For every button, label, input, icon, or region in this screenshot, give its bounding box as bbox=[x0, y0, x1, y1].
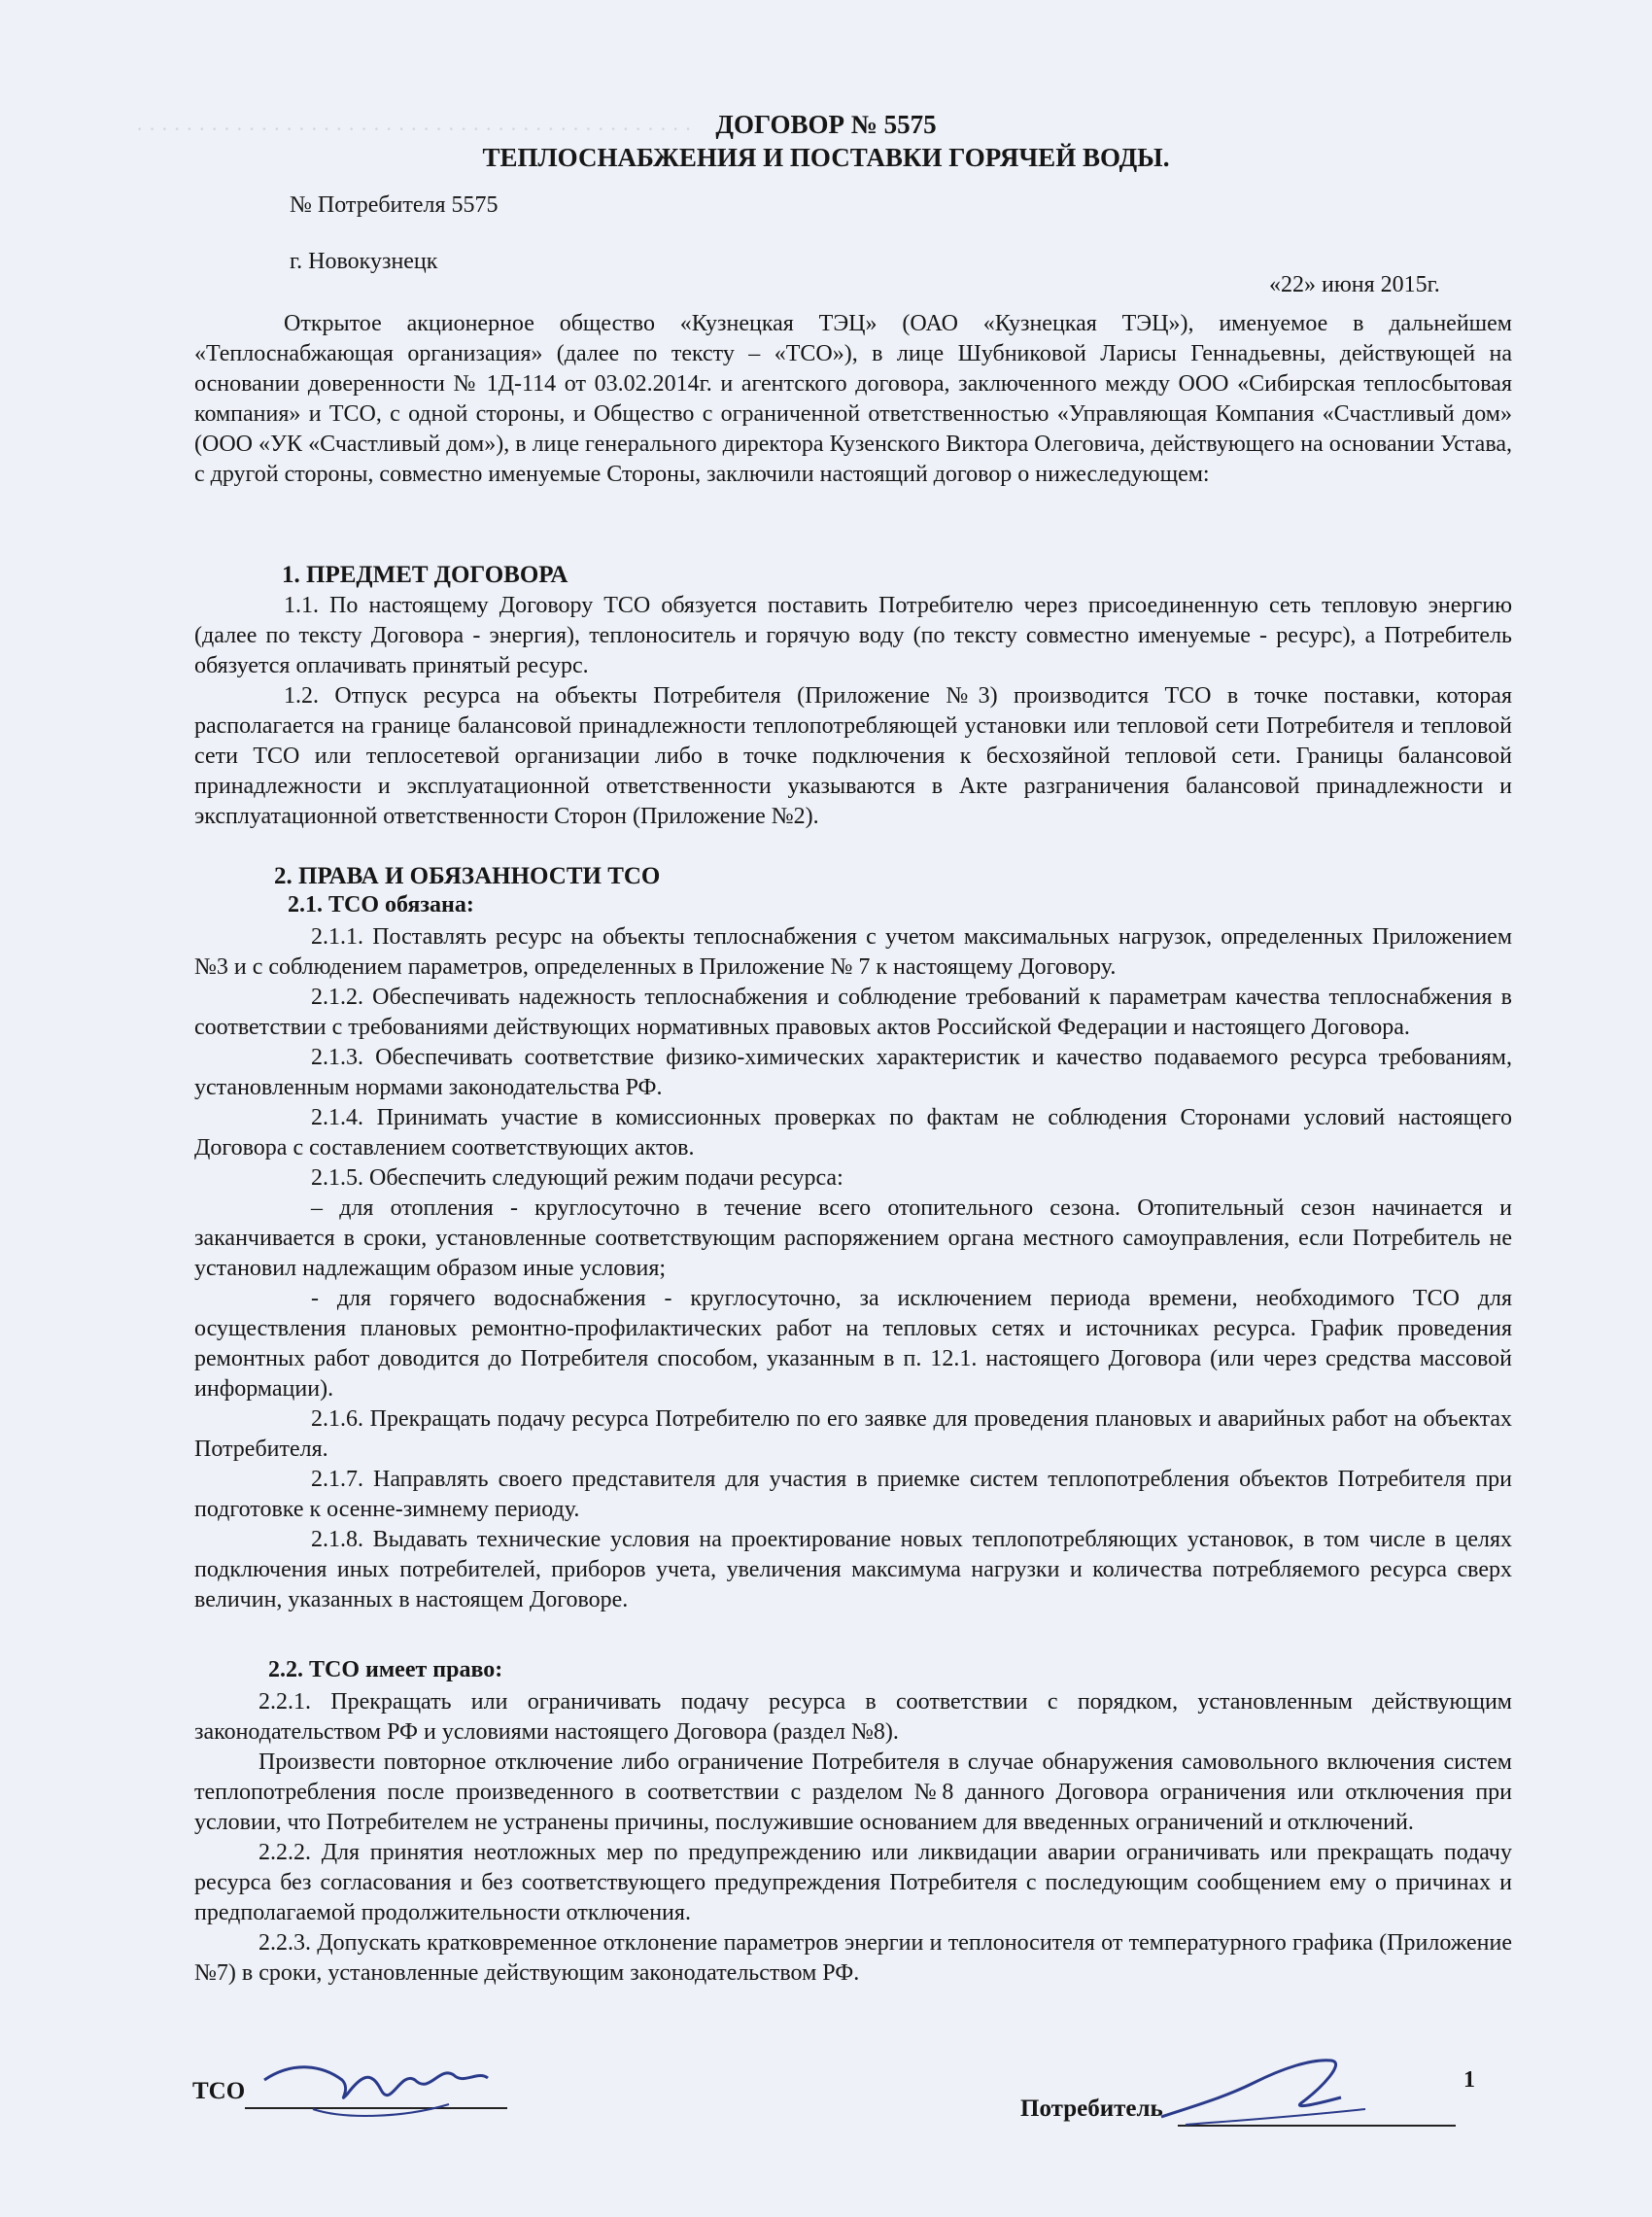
clause-2-1-5-hot-water: - для горячего водоснабжения - круглосуточно, за исключением периода времени, необходимого ТСО для осуществления плановых ремонтно-профилактических работ на тепловых сетях и источниках ресурса. График проведения ремонтных работ доводится до Потребителя способом, указанным в п. 12.1. настоящего Договора (или через средства массовой информации). bbox=[194, 1286, 1512, 1402]
clause-2-1-5-heating: – для отопления - круглосуточно в течение всего отопительного сезона. Отопительный сезон начинается и заканчивается в сроки, установленные соответствующим распоряжением органа местного самоуправления, если Потребитель не установил надлежащим образом иные условия; bbox=[194, 1195, 1512, 1281]
clause-2-1-5: 2.1.5. Обеспечить следующий режим подачи ресурса: bbox=[311, 1165, 843, 1191]
section-2-heading: 2. ПРАВА И ОБЯЗАННОСТИ ТСО bbox=[274, 863, 661, 889]
clause-2-1-4: 2.1.4. Принимать участие в комиссионных проверках по фактам не соблюдения Сторонами условий настоящего Договора с составлением соответствующих актов. bbox=[194, 1105, 1512, 1160]
tso-signature-scribble bbox=[255, 2051, 498, 2129]
clause-2-2-2: 2.2.2. Для принятия неотложных мер по предупреждению или ликвидации аварии ограничивать или прекращать подачу ресурса без согласования и без соответствующего предупреждения Потребителя с последующим сообщением ему о причинах и предполагаемой продолжительности отключения. bbox=[194, 1840, 1512, 1925]
section-2-1-body bbox=[194, 922, 1512, 1615]
contract-title: ДОГОВОР № 5575 bbox=[715, 110, 937, 139]
clause-2-2-1: 2.2.1. Прекращать или ограничивать подачу ресурса в соответствии с порядком, установленным действующим законодательством РФ и условиями настоящего Договора (раздел №8). bbox=[194, 1689, 1512, 1745]
clause-2-1-8: 2.1.8. Выдавать технические условия на проектирование новых теплопотребляющих установок, в том числе в целях подключения иных потребителей, приборов учета, увеличения максимума нагрузки и количества потребляемого ресурса сверх величин, указанных в настоящем Договоре. bbox=[194, 1527, 1512, 1612]
subsection-2-2: 2.2. ТСО имеет право: bbox=[268, 1657, 503, 1682]
clause-2-2-1-repeat: Произвести повторное отключение либо ограничение Потребителя в случае обнаружения самовольного включения систем теплопотребления после произведенного в соответствии с разделом №8 данного Договора ограничения или отключения при условии, что Потребителем не устранены причины, послужившие основанием для введенных ограничений и отключений. bbox=[194, 1749, 1512, 1835]
contract-subtitle: ТЕПЛОСНАБЖЕНИЯ И ПОСТАВКИ ГОРЯЧЕЙ ВОДЫ. bbox=[482, 143, 1170, 172]
clause-1-1: 1.1. По настоящему Договору ТСО обязуется поставить Потребителю через присоединенную сеть тепловую энергию (далее по тексту Договора - энергия), теплоноситель и горячую воду (по тексту совместно именуемые - ресурс), а Потребитель обязуется оплачивать принятый ресурс. bbox=[194, 593, 1512, 678]
clause-2-1-3: 2.1.3. Обеспечивать соответствие физико-химических характеристик и качество подаваемого ресурса требованиям, установленным нормами законодательства РФ. bbox=[194, 1045, 1512, 1100]
clause-2-2-3: 2.2.3. Допускать кратковременное отклонение параметров энергии и теплоносителя от температурного графика (Приложение №7) в сроки, установленные действующим законодательством РФ. bbox=[194, 1930, 1512, 1986]
clause-2-1-6: 2.1.6. Прекращать подачу ресурса Потребителю по его заявке для проведения плановых и аварийных работ на объектах Потребителя. bbox=[194, 1406, 1512, 1462]
section-1-body bbox=[194, 591, 1512, 832]
clause-2-1-2: 2.1.2. Обеспечивать надежность теплоснабжения и соблюдение требований к параметрам качества теплоснабжения в соответствии с требованиями действующих нормативных правовых актов Российской Федерации и настоящего Договора. bbox=[194, 985, 1512, 1040]
clause-2-1-1: 2.1.1. Поставлять ресурс на объекты теплоснабжения с учетом максимальных нагрузок, определенных Приложением №3 и с соблюдением параметров, определенных в Приложение № 7 к настоящему Договору. bbox=[194, 924, 1512, 980]
consumer-signature-scribble bbox=[1147, 2049, 1380, 2136]
section-2-2-body bbox=[194, 1687, 1512, 1989]
preamble-text: Открытое акционерное общество «Кузнецкая ТЭЦ» (ОАО «Кузнецкая ТЭЦ»), именуемое в дальнейшем «Теплоснабжающая организация» (далее по тексту – «ТСО»), в лице Шубниковой Ларисы Геннадьевны, действующей на основании доверенности № 1Д-114 от 03.02.2014г. и агентского договора, заключенного между ООО «Сибирская теплосбытовая компания» и ТСО, с одной стороны, и Общество с ограниченной ответственностью «Управляющая Компания «Счастливый дом» (ООО «УК «Счастливый дом»), в лице генерального директора Кузенского Виктора Олеговича, действующего на основании Устава, с другой стороны, совместно именуемые Стороны, заключили настоящий договор о нижеследующем: bbox=[194, 311, 1512, 487]
section-1-heading: 1. ПРЕДМЕТ ДОГОВОРА bbox=[282, 562, 568, 588]
subsection-2-1: 2.1. ТСО обязана: bbox=[288, 892, 474, 918]
page-number: 1 bbox=[1463, 2067, 1475, 2093]
city: г. Новокузнецк bbox=[290, 249, 438, 274]
consumer-signature-label: Потребитель bbox=[1020, 2096, 1163, 2122]
preamble bbox=[194, 309, 1512, 490]
contract-date: «22» июня 2015г. bbox=[1269, 272, 1440, 297]
consumer-number: № Потребителя 5575 bbox=[290, 192, 499, 218]
tso-signature-label: ТСО bbox=[192, 2078, 246, 2104]
bleed-through-text: · · · · · · · · · · · · · · · · · · · · · · · · · · · · · · · · · · · · · · · · · · · · · bbox=[136, 117, 692, 141]
clause-2-1-7: 2.1.7. Направлять своего представителя для участия в приемке систем теплопотребления объектов Потребителя при подготовке к осенне-зимнему периоду. bbox=[194, 1467, 1512, 1522]
clause-1-2: 1.2. Отпуск ресурса на объекты Потребителя (Приложение №3) производится ТСО в точке поставки, которая располагается на границе балансовой принадлежности теплопотребляющей установки или тепловой сети Потребителя и тепловой сети ТСО или теплосетевой организации либо в точке подключения к бесхозяйной тепловой сети. Границы балансовой принадлежности и эксплуатационной ответственности указываются в Акте разграничения балансовой принадлежности и эксплуатационной ответственности Сторон (Приложение №2). bbox=[194, 683, 1512, 829]
